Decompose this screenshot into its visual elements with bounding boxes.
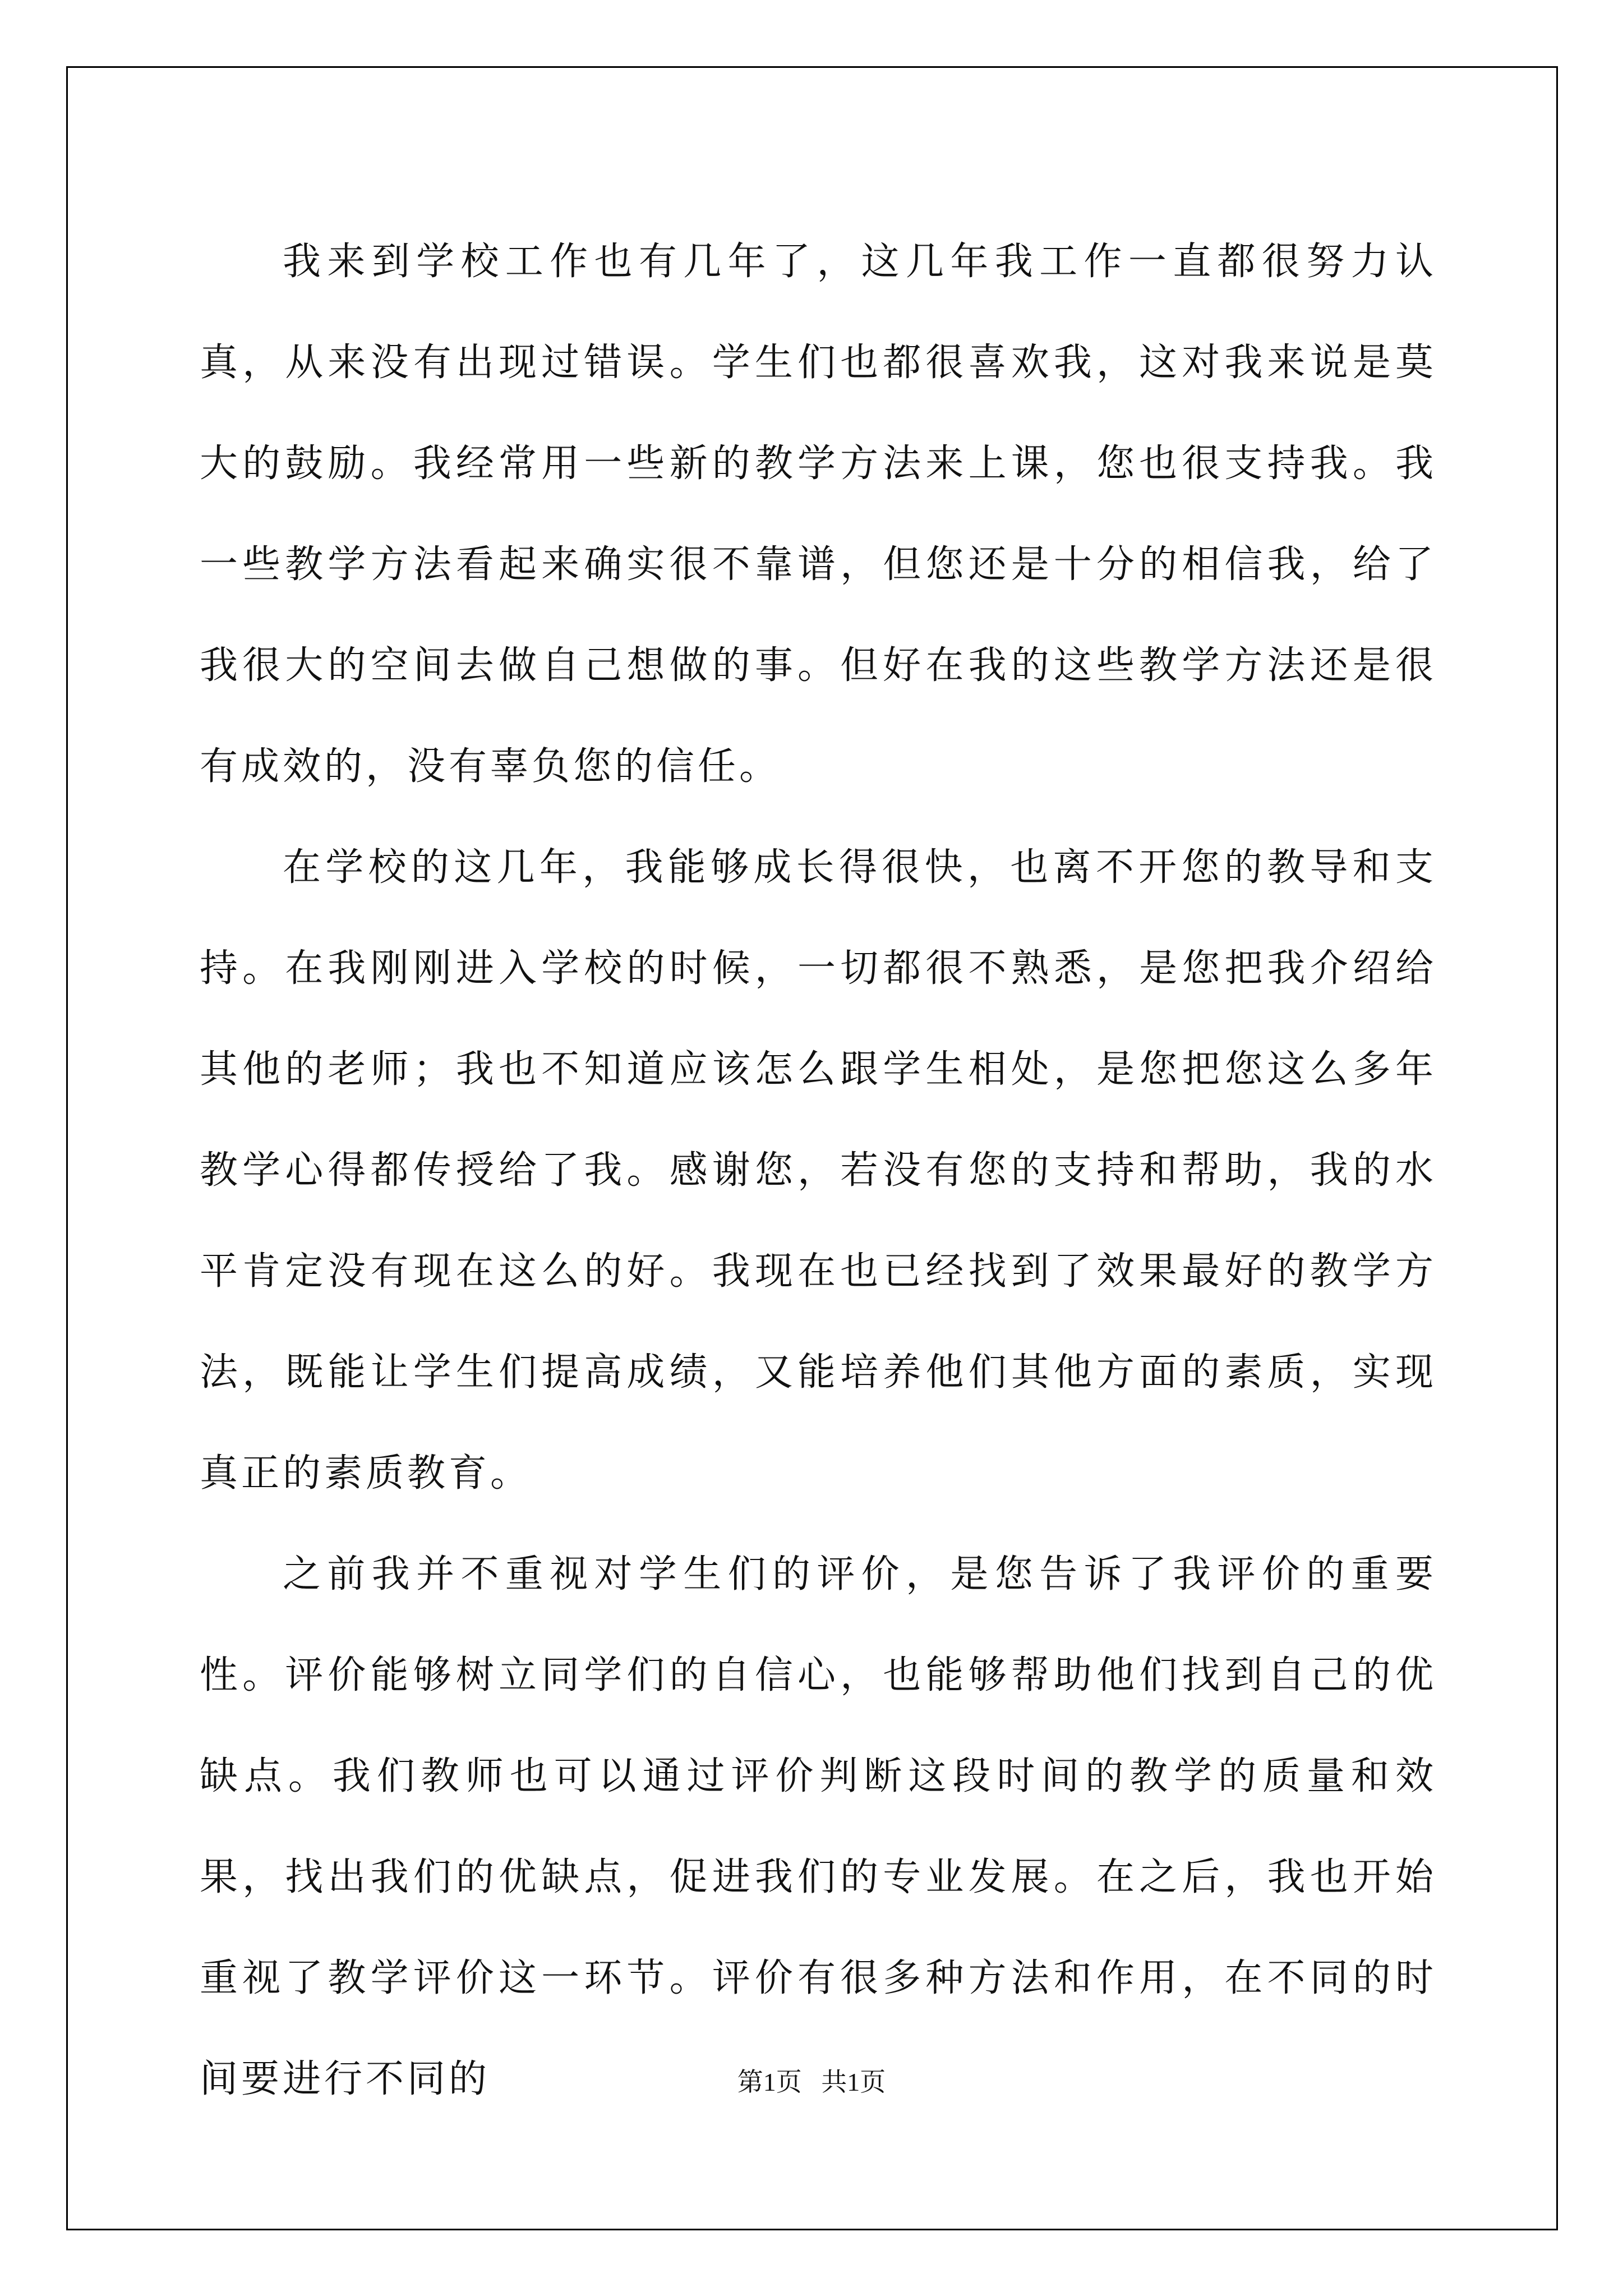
paragraph-2: 在学校的这几年，我能够成长得很快，也离不开您的教导和支持。在我刚刚进入学校的时候，一切都很不熟悉，是您把我介绍给其他的老师；我也不知道应该怎么跟学生相处，是您把您这么多年教学心得都传授给了我。感谢您，若没有您的支持和帮助，我的水平肯定没有现在这么的好。我现在也已经找到了效果最好的教学方法，既能让学生们提高成绩，又能培养他们其他方面的素质，实现真正的素质教育。: [200, 845, 1437, 1496]
document-body: [200, 211, 1437, 2130]
paragraph-3: 之前我并不重视对学生们的评价，是您告诉了我评价的重要性。评价能够树立同学们的自信心，也能够帮助他们找到自己的优缺点。我们教师也可以通过评价判断这段时间的教学的质量和效果，找出我们的优缺点，促进我们的专业发展。在之后，我也开始重视了教学评价这一环节。评价有很多种方法和作用，在不同的时间要进行不同的: [200, 1552, 1437, 2101]
page-footer: 第1页 共1页: [737, 2068, 886, 2096]
paragraph-1: 我来到学校工作也有几年了，这几年我工作一直都很努力认真，从来没有出现过错误。学生们也都很喜欢我，这对我来说是莫大的鼓励。我经常用一些新的教学方法来上课，您也很支持我。我一些教学方法看起来确实很不靠谱，但您还是十分的相信我，给了我很大的空间去做自己想做的事。但好在我的这些教学方法还是很有成效的，没有辜负您的信任。: [200, 240, 1437, 789]
